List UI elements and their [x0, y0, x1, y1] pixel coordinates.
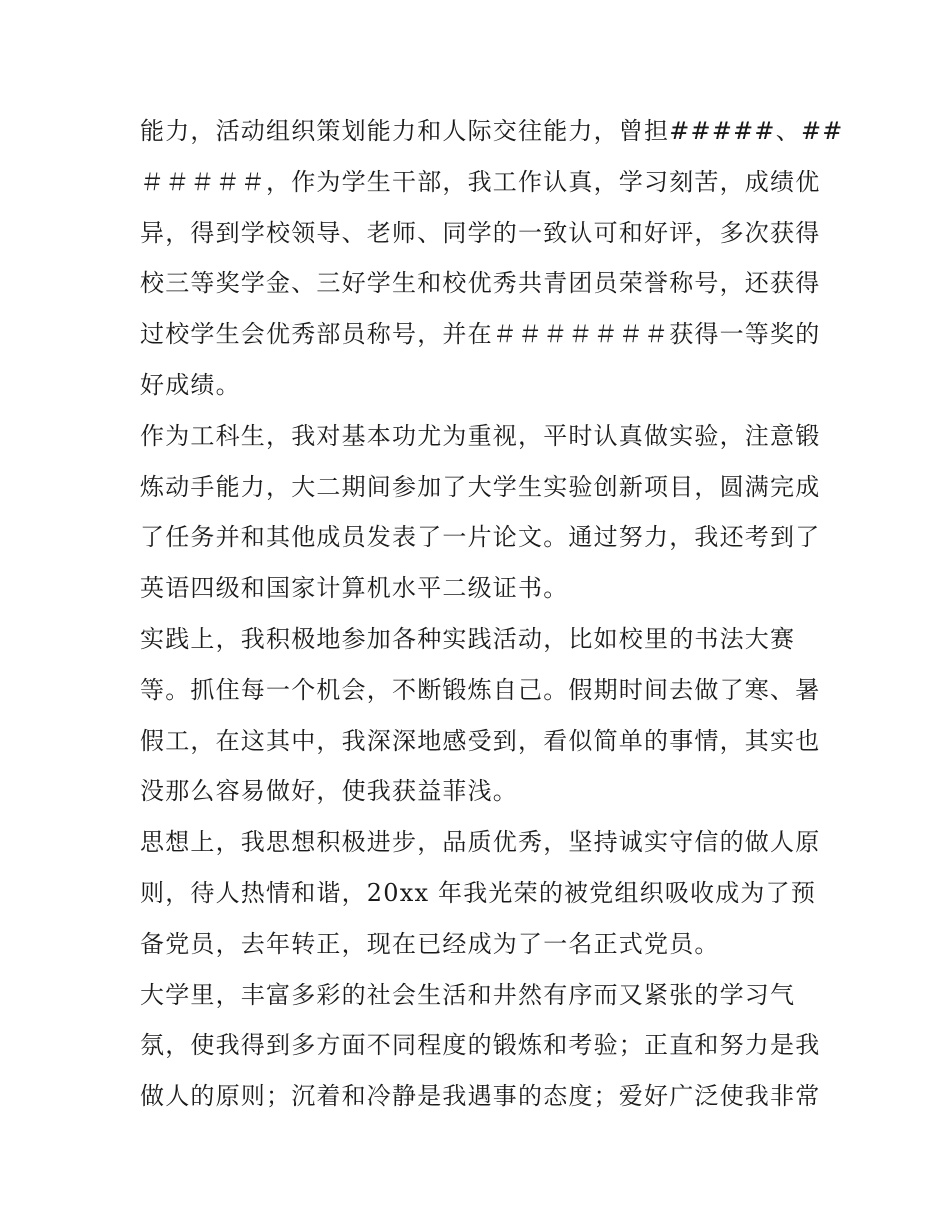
text-line: 了任务并和其他成员发表了一片论文。通过努力，我还考到了 [140, 523, 821, 552]
paragraph-practice [140, 614, 821, 817]
text-line: ＃＃＃＃＃，作为学生干部，我工作认真，学习刻苦，成绩优 [140, 167, 821, 196]
paragraph-ideology [140, 817, 821, 969]
paragraph-abilities [140, 106, 844, 411]
text-line: 英语四级和国家计算机水平二级证书。 [140, 574, 569, 603]
text-line: 实践上，我积极地参加各种实践活动，比如校里的书法大赛 [140, 624, 796, 653]
text-line: 做人的原则；沉着和冷静是我遇事的态度；爱好广泛使我非常 [140, 1082, 821, 1111]
text-line: 氛，使我得到多方面不同程度的锻炼和考验；正直和努力是我 [140, 1031, 821, 1060]
text-line: 思想上，我思想积极进步，品质优秀，坚持诚实守信的做人原 [140, 828, 821, 857]
text-line: 异，得到学校领导、老师、同学的一致认可和好评，多次获得 [140, 218, 821, 247]
text-line: 校三等奖学金、三好学生和校优秀共青团员荣誉称号，还获得 [140, 269, 821, 298]
text-line: 好成绩。 [140, 370, 241, 399]
paragraph-university [140, 970, 821, 1122]
text-line: 备党员，去年转正，现在已经成为了一名正式党员。 [140, 929, 720, 958]
text-line: 则，待人热情和谐，20xx 年我光荣的被党组织吸收成为了预 [140, 878, 817, 907]
text-line: 能力，活动组织策划能力和人际交往能力，曾担#####、## [140, 117, 844, 145]
text-line: 大学里，丰富多彩的社会生活和井然有序而又紧张的学习气 [140, 980, 796, 1009]
document-body [140, 106, 844, 1122]
text-line: 等。抓住每一个机会，不断锻炼自己。假期时间去做了寒、暑 [140, 675, 821, 704]
paragraph-engineering [140, 411, 821, 614]
text-line: 过校学生会优秀部员称号，并在＃＃＃＃＃＃＃获得一等奖的 [140, 320, 821, 349]
text-line: 炼动手能力，大二期间参加了大学生实验创新项目，圆满完成 [140, 472, 821, 501]
text-line: 没那么容易做好，使我获益菲浅。 [140, 777, 518, 806]
text-line: 假工，在这其中，我深深地感受到，看似简单的事情，其实也 [140, 726, 821, 755]
text-line: 作为工科生，我对基本功尤为重视，平时认真做实验，注意锻 [140, 421, 821, 450]
